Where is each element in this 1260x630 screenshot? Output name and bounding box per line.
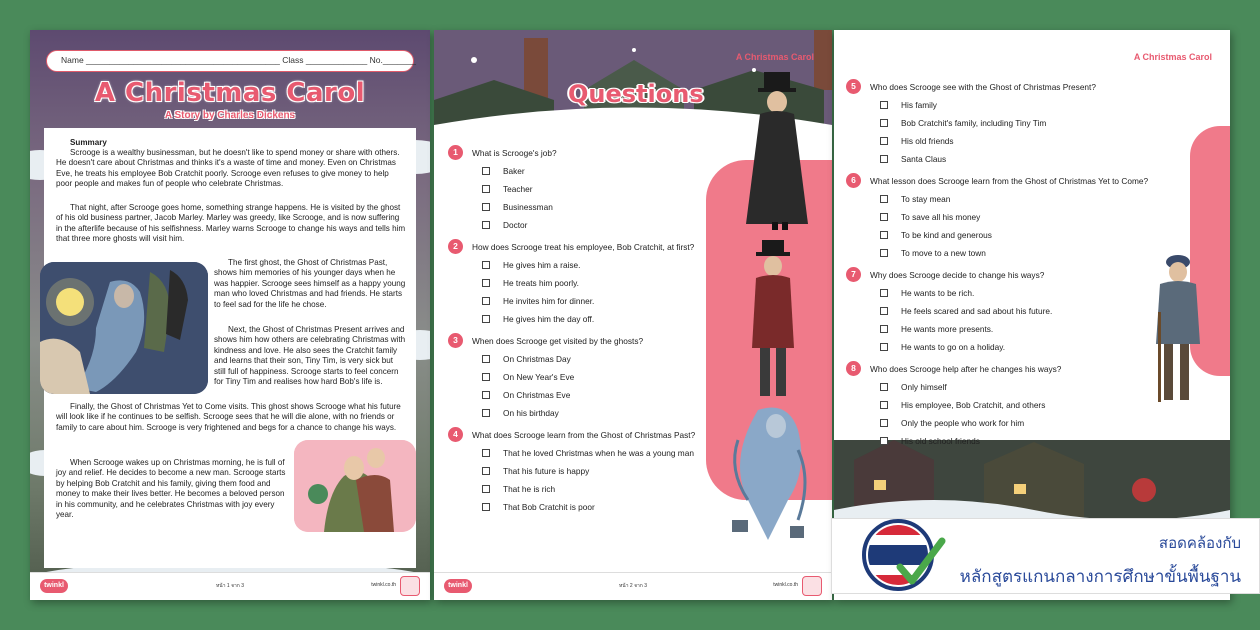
answer-checkbox[interactable] xyxy=(482,261,490,269)
answer-option: On Christmas Eve xyxy=(503,390,571,400)
answer-checkbox[interactable] xyxy=(482,467,490,475)
answer-checkbox[interactable] xyxy=(880,383,888,391)
answer-checkbox[interactable] xyxy=(482,279,490,287)
answer-option: That Bob Cratchit is poor xyxy=(503,502,595,512)
answer-option: Businessman xyxy=(503,202,553,212)
answer-option: On his birthday xyxy=(503,408,559,418)
page-subtitle: A Story by Charles Dickens xyxy=(164,110,296,121)
question-number: 2 xyxy=(448,239,463,254)
answer-checkbox[interactable] xyxy=(880,137,888,145)
tiny-tim-illustration xyxy=(1150,252,1206,412)
answer-checkbox[interactable] xyxy=(482,297,490,305)
worksheet-page-1 xyxy=(30,30,430,600)
answer-option: He wants to go on a holiday. xyxy=(901,342,1006,352)
answer-option: Only the people who work for him xyxy=(901,418,1025,428)
answer-checkbox[interactable] xyxy=(482,449,490,457)
answer-option: That he is rich xyxy=(503,484,556,494)
question-text: Who does Scrooge see with the Ghost of Christmas Present? xyxy=(870,82,1096,92)
quality-badge-icon xyxy=(400,576,420,596)
worksheet-page-3 xyxy=(834,30,1230,600)
answer-checkbox[interactable] xyxy=(880,195,888,203)
question-text: Who does Scrooge help after he changes his ways? xyxy=(870,364,1062,374)
answer-option: To save all his money xyxy=(901,212,981,222)
answer-checkbox[interactable] xyxy=(482,167,490,175)
quality-badge-icon xyxy=(802,576,822,596)
question-text: What does Scrooge learn from the Ghost of Christmas Past? xyxy=(472,430,696,440)
answer-option: Bob Cratchit's family, including Tiny Tim xyxy=(901,118,1047,128)
answer-option: Only himself xyxy=(901,382,947,392)
answer-option: He wants to be rich. xyxy=(901,288,975,298)
answer-option: His employee, Bob Cratchit, and others xyxy=(901,400,1046,410)
answer-checkbox[interactable] xyxy=(880,437,888,445)
answer-checkbox[interactable] xyxy=(482,485,490,493)
badge-line-2: หลักสูตรแกนกลางการศึกษาขั้นพื้นฐาน xyxy=(959,567,1241,587)
answer-option: That he loved Christmas when he was a young man xyxy=(503,448,694,458)
answer-checkbox[interactable] xyxy=(482,355,490,363)
answer-option: Doctor xyxy=(503,220,528,230)
answer-checkbox[interactable] xyxy=(482,391,490,399)
answer-option: Baker xyxy=(503,166,525,176)
answer-checkbox[interactable] xyxy=(880,101,888,109)
answer-checkbox[interactable] xyxy=(482,503,490,511)
summary-paragraph-3: The first ghost, the Ghost of Christmas Past, shows him memories of his younger days when he was happier. Scrooge sees himself as a happy young man who loved Christmas and had friends. He starts to feel sad for the life he chose. xyxy=(214,258,406,309)
page-number: หน้า 1 จาก 3 xyxy=(215,583,244,589)
answer-checkbox[interactable] xyxy=(880,289,888,297)
site-url: twinkl.co.th xyxy=(773,582,798,588)
thai-flag-check-icon xyxy=(860,517,950,593)
answer-option: That his future is happy xyxy=(503,466,590,476)
twinkl-logo: twinkl xyxy=(40,579,68,593)
answer-checkbox[interactable] xyxy=(482,409,490,417)
summary-paragraph-2: That night, after Scrooge goes home, something strange happens. He is visited by the ghost of his old business partner, Jacob Marley. Marley was greedy, like Scrooge, and is now suffering in the afterlife because of his selfishness. Marley warns Scrooge to change his ways and tells him that three more ghosts will visit him. xyxy=(56,203,406,244)
answer-checkbox[interactable] xyxy=(880,419,888,427)
answer-checkbox[interactable] xyxy=(880,155,888,163)
answer-option: His old friends xyxy=(901,136,954,146)
corner-title: A Christmas Carol xyxy=(735,52,814,62)
question-text: When does Scrooge get visited by the ghosts? xyxy=(472,336,644,346)
answer-option: He gives him the day off. xyxy=(503,314,595,324)
answer-option: On Christmas Day xyxy=(503,354,571,364)
scrooge-figure-illustration xyxy=(742,72,816,232)
scrooge-ghost-illustration xyxy=(40,262,208,394)
answer-option: He wants more presents. xyxy=(901,324,994,334)
question-text: What is Scrooge's job? xyxy=(472,148,557,158)
page-footer xyxy=(30,572,430,600)
answer-option: To stay mean xyxy=(901,194,951,204)
question-number: 6 xyxy=(846,173,861,188)
twinkl-logo: twinkl xyxy=(444,579,472,593)
summary-paragraph-4: Next, the Ghost of Christmas Present arrives and shows him how others are celebrating Christmas with kindness and love. He also sees the Cratchit family and learns that their son, Tiny Tim, is very sick but still full of happiness. Scrooge starts to feel concern for Tiny Tim and realises how hard Bob's life is. xyxy=(214,325,406,387)
corner-title: A Christmas Carol xyxy=(1133,52,1212,62)
answer-option: Santa Claus xyxy=(901,154,947,164)
bob-cratchit-illustration xyxy=(744,240,804,400)
answer-checkbox[interactable] xyxy=(482,185,490,193)
answer-option: To be kind and generous xyxy=(901,230,992,240)
answer-option: His old school friends xyxy=(901,436,980,446)
question-number: 7 xyxy=(846,267,861,282)
question-number: 1 xyxy=(448,145,463,160)
question-number: 8 xyxy=(846,361,861,376)
answer-option: He feels scared and sad about his future. xyxy=(901,306,1053,316)
answer-option: Teacher xyxy=(503,184,533,194)
answer-option: On New Year's Eve xyxy=(503,372,575,382)
answer-checkbox[interactable] xyxy=(482,203,490,211)
answer-option: He gives him a raise. xyxy=(503,260,581,270)
question-text: How does Scrooge treat his employee, Bob Cratchit, at first? xyxy=(472,242,695,252)
summary-paragraph-6: When Scrooge wakes up on Christmas morning, he is full of joy and relief. He decides to become a new man. Scrooge starts by helping Bob Cratchit and his family, giving them food and money to make their lives better. He becomes a beloved person in his community, and he celebrates Christmas with joy every year. xyxy=(56,458,286,520)
curriculum-badge xyxy=(831,518,1260,594)
badge-line-1: สอดคล้องกับ xyxy=(1158,534,1241,552)
answer-option: His family xyxy=(901,100,937,110)
site-url: twinkl.co.th xyxy=(371,582,396,588)
scrooge-tiny-tim-illustration xyxy=(294,440,416,532)
name-class-line: Name _________________________________________ Class _____________ No._______ xyxy=(46,50,414,72)
answer-checkbox[interactable] xyxy=(482,221,490,229)
page-number: หน้า 2 จาก 3 xyxy=(618,583,647,589)
page-title: A Christmas Carol xyxy=(94,78,366,108)
questions-heading: Questions xyxy=(568,80,704,108)
question-number: 5 xyxy=(846,79,861,94)
answer-checkbox[interactable] xyxy=(880,401,888,409)
answer-checkbox[interactable] xyxy=(880,249,888,257)
answer-checkbox[interactable] xyxy=(880,325,888,333)
worksheet-page-2 xyxy=(434,30,832,600)
summary-panel xyxy=(44,128,416,568)
answer-checkbox[interactable] xyxy=(880,119,888,127)
answer-checkbox[interactable] xyxy=(880,213,888,221)
question-number: 3 xyxy=(448,333,463,348)
question-number: 4 xyxy=(448,427,463,442)
answer-checkbox[interactable] xyxy=(482,373,490,381)
marley-ghost-illustration xyxy=(718,400,818,550)
answer-checkbox[interactable] xyxy=(482,315,490,323)
answer-checkbox[interactable] xyxy=(880,231,888,239)
page-footer xyxy=(434,572,832,600)
answer-checkbox[interactable] xyxy=(880,307,888,315)
question-text: What lesson does Scrooge learn from the Ghost of Christmas Yet to Come? xyxy=(870,176,1149,186)
summary-heading: Summary xyxy=(70,138,107,147)
answer-option: He invites him for dinner. xyxy=(503,296,595,306)
answer-option: He treats him poorly. xyxy=(503,278,579,288)
summary-paragraph-5: Finally, the Ghost of Christmas Yet to Come visits. This ghost shows Scrooge what his future will look like if he continues to be selfish. Scrooge sees that he will die alone, with no friends or family to care about him. Scrooge is very frightened and begs for a chance to change his ways. xyxy=(56,402,401,432)
question-text: Why does Scrooge decide to change his ways? xyxy=(870,270,1045,280)
answer-option: To move to a new town xyxy=(901,248,986,258)
summary-paragraph-1: Scrooge is a wealthy businessman, but he doesn't like to spend money or share with others. He doesn't care about Christmas and thinks it's a waste of time and money. Even on Christmas Eve, he treats his employee Bob Cratchit poorly. Scrooge even refuses to give money to help poor people and makes fun of people who celebrate Christmas. xyxy=(56,148,400,189)
answer-checkbox[interactable] xyxy=(880,343,888,351)
